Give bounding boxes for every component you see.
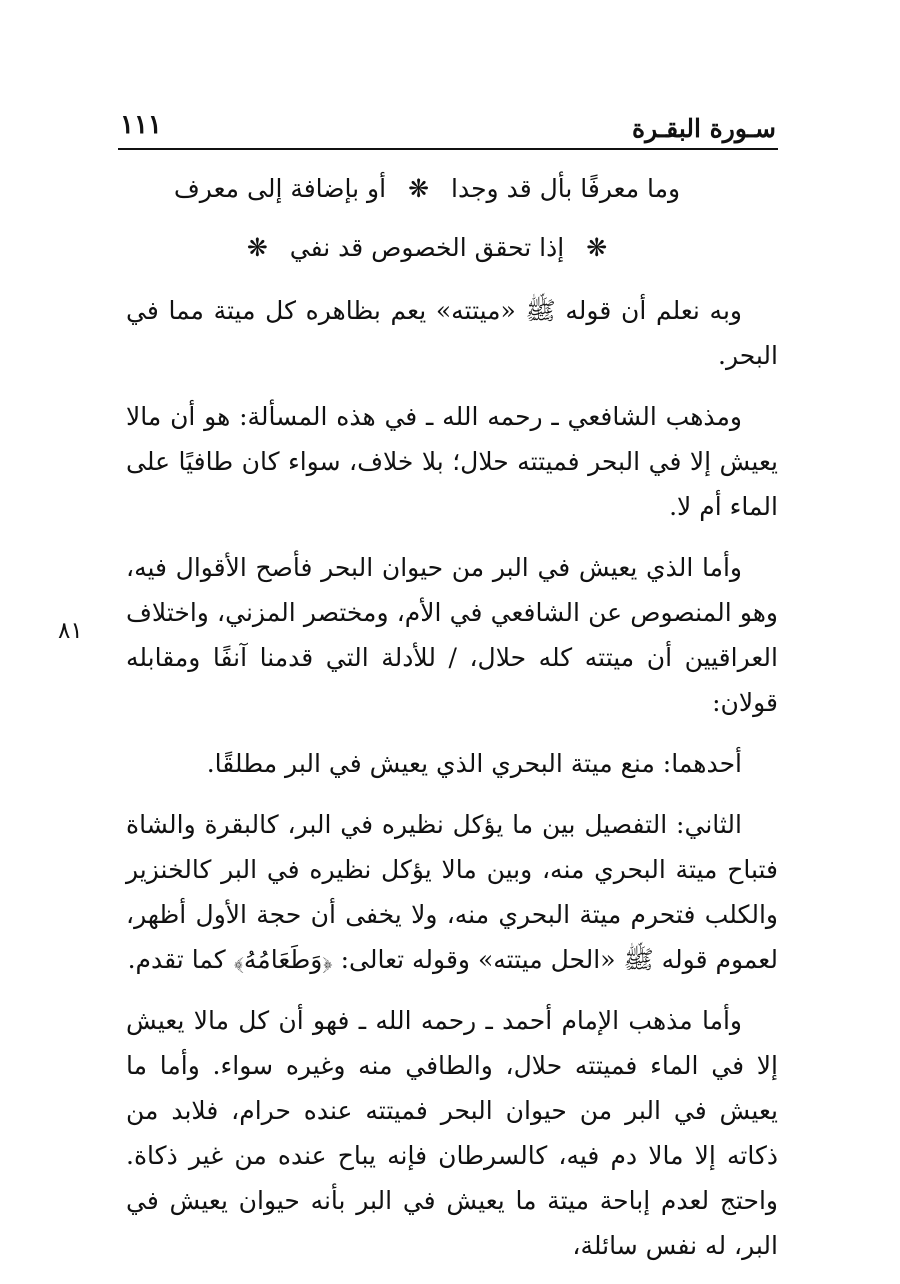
paragraph: وأما مذهب الإمام أحمد ـ رحمه الله ـ فهو أن كل مالا يعيش إلا في الماء فميتته حلال، والطافي منه وغيره سواء. وأما ما يعيش في البر من حيوان البحر فميتته عنده حرام، فلابد من ذكاته إلا مالا دم فيه، كالسرطان فإنه يباح عنده من غير ذكاة. واحتج لعدم إباحة ميتة ما يعيش في البر بأنه حيوان يعيش في البر، له نفس سائلة، bbox=[126, 1006, 779, 1260]
page-body bbox=[126, 166, 778, 1284]
verse-hemistich-right: وما معرفًا بأل قد وجدا bbox=[451, 174, 681, 203]
star-ornament-icon: ❋ bbox=[408, 174, 430, 203]
star-ornament-icon: ❋ bbox=[246, 233, 268, 262]
margin-page-reference: ٨١ bbox=[58, 618, 83, 644]
verse-line-2 bbox=[126, 225, 778, 270]
verse-hemistich: إذا تحقق الخصوص قد نفي bbox=[289, 233, 565, 262]
paragraph: أحدهما: منع ميتة البحري الذي يعيش في البر مطلقًا. bbox=[206, 749, 742, 778]
paragraph: الثاني: التفصيل بين ما يؤكل نظيره في البر، كالبقرة والشاة فتباح ميتة البحري منه، وبين مالا يؤكل نظيره في البر كالخنزير والكلب فتحرم ميتة البحري منه، ولا يخفى أن حجة الأول أظهر، لعموم قوله ﷺ «الحل ميتته» وقوله تعالى: ﴿وَطَعَامُهُ﴾ كما تقدم. bbox=[126, 810, 778, 974]
verse-line-1 bbox=[126, 166, 778, 211]
paragraph: وأما الذي يعيش في البر من حيوان البحر فأصح الأقوال فيه، وهو المنصوص عن الشافعي في الأم، ومختصر المزني، واختلاف العراقيين أن ميتته كله حلال، / للأدلة التي قدمنا آنفًا ومقابله قولان: bbox=[126, 553, 778, 717]
surah-title: سـورة البقـرة bbox=[631, 114, 776, 143]
page-number: ١١١ bbox=[120, 110, 162, 140]
star-ornament-icon: ❋ bbox=[586, 233, 608, 262]
page-header bbox=[118, 98, 778, 150]
paragraph: وبه نعلم أن قوله ﷺ «ميتته» يعم بظاهره كل ميتة مما في البحر. bbox=[126, 296, 778, 370]
paragraph: ومذهب الشافعي ـ رحمه الله ـ في هذه المسألة: هو أن مالا يعيش إلا في البحر فميتته حلال؛ بلا خلاف، سواء كان طافيًا على الماء أم لا. bbox=[126, 402, 778, 521]
verse-hemistich-left: أو بإضافة إلى معرف bbox=[173, 174, 387, 203]
